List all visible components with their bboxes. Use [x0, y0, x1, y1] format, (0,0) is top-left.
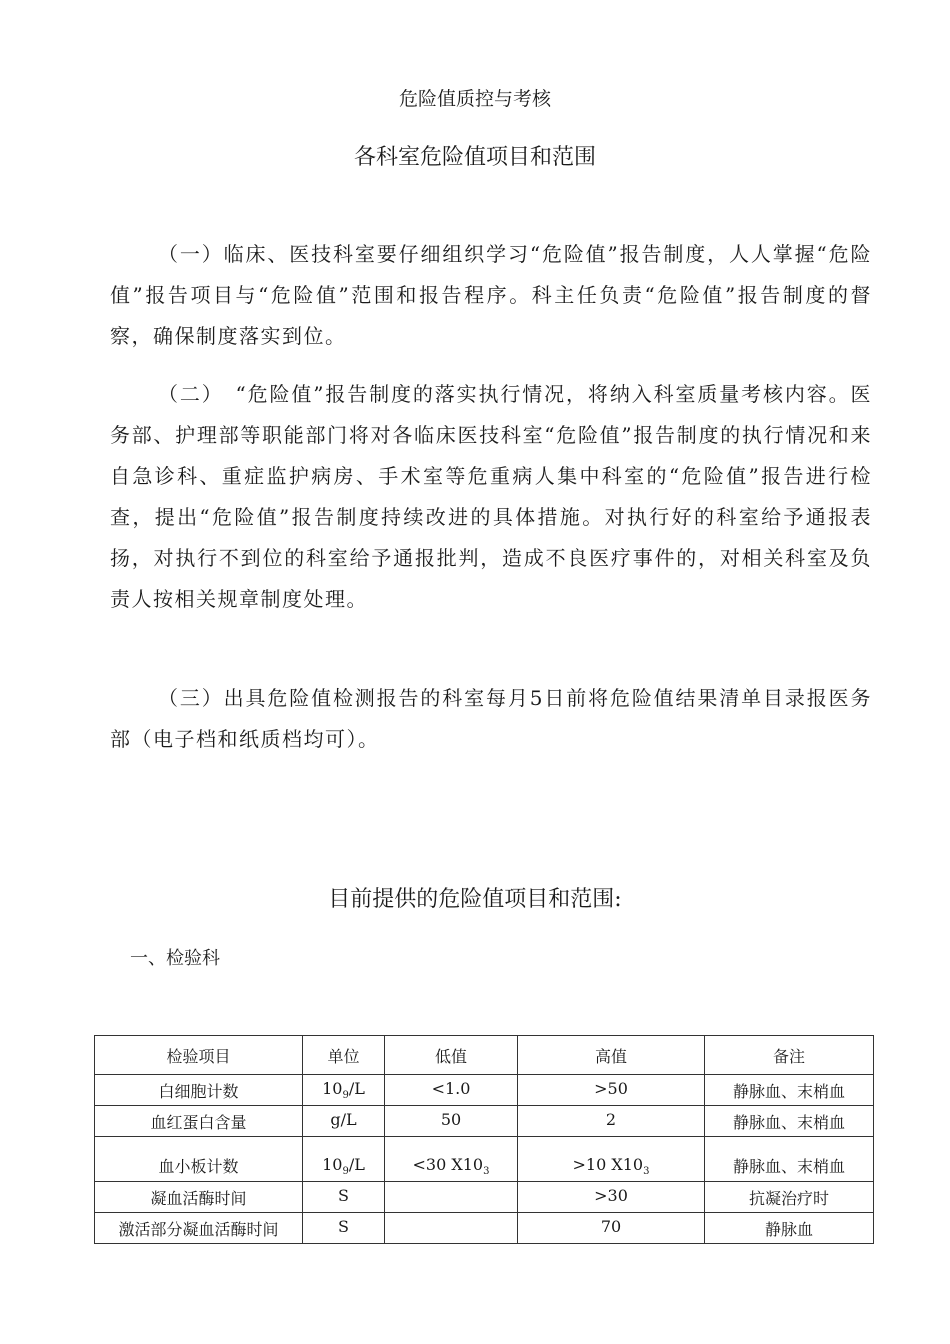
- document-title: 危险值质控与考核: [398, 88, 551, 110]
- cell-high: [518, 1182, 705, 1213]
- cell-high: [518, 1106, 705, 1137]
- cell-unit: [303, 1182, 385, 1213]
- cell-unit: [303, 1075, 385, 1106]
- critical-value-table: [94, 1035, 874, 1244]
- header-item: 检验项目: [95, 1036, 303, 1075]
- high-main: 2: [605, 1109, 617, 1129]
- high-main: >50: [594, 1078, 628, 1098]
- section-heading: 目前提供的危险值项目和范围:: [328, 887, 622, 912]
- high-main: >30: [594, 1185, 628, 1205]
- unit-main: S: [338, 1216, 349, 1236]
- cell-low: [385, 1182, 518, 1213]
- table-row: [95, 1106, 874, 1137]
- table-row: [95, 1137, 874, 1182]
- unit-tail: /L: [348, 1154, 365, 1174]
- cell-low: [385, 1137, 518, 1182]
- cell-item: 激活部分凝血活酶时间: [95, 1213, 303, 1244]
- unit-main: S: [338, 1185, 349, 1205]
- table-header-row: [95, 1036, 874, 1075]
- high-exp: 3: [643, 1166, 650, 1177]
- unit-tail: /L: [348, 1078, 365, 1098]
- unit-main: g/L: [330, 1109, 357, 1129]
- cell-unit: [303, 1106, 385, 1137]
- table-row: [95, 1075, 874, 1106]
- section-label-lab: 一、检验科: [130, 948, 220, 969]
- unit-main: 10: [322, 1078, 343, 1098]
- unit-main: 10: [322, 1154, 343, 1174]
- paragraph-1: （一）临床、医技科室要仔细组织学习“危险值”报告制度，人人掌握“危险值”报告项目与“危险值”范围和报告程序。科主任负责“危险值”报告制度的督察，确保制度落实到位。: [110, 242, 872, 348]
- header-note: 备注: [705, 1036, 874, 1075]
- cell-item: 血红蛋白含量: [95, 1106, 303, 1137]
- high-main: >10 X10: [572, 1154, 644, 1174]
- header-high: 高值: [518, 1036, 705, 1075]
- cell-high: [518, 1075, 705, 1106]
- cell-unit: [303, 1213, 385, 1244]
- high-main: 70: [600, 1216, 622, 1236]
- cell-item: 血小板计数: [95, 1137, 303, 1182]
- document-subtitle: 各科室危险值项目和范围: [353, 145, 596, 170]
- low-main: 50: [440, 1109, 462, 1129]
- cell-item: 白细胞计数: [95, 1075, 303, 1106]
- cell-low: [385, 1106, 518, 1137]
- cell-note: 静脉血、末梢血: [705, 1137, 874, 1182]
- unit-exp: 9: [342, 1090, 349, 1102]
- cell-unit: [303, 1137, 385, 1182]
- low-main: <1.0: [431, 1078, 471, 1098]
- low-exp: 3: [483, 1166, 490, 1177]
- table-row: [95, 1213, 874, 1244]
- cell-low: [385, 1075, 518, 1106]
- header-unit: 单位: [303, 1036, 385, 1075]
- paragraph-3: （三）出具危险值检测报告的科室每月5日前将危险值结果清单目录报医务部（电子档和纸质档均可）。: [110, 686, 872, 751]
- header-low: 低值: [385, 1036, 518, 1075]
- cell-note: 静脉血、末梢血: [705, 1075, 874, 1106]
- table-row: [95, 1182, 874, 1213]
- low-main: <30 X10: [412, 1154, 484, 1174]
- unit-exp: 9: [342, 1166, 349, 1177]
- cell-high: [518, 1137, 705, 1182]
- cell-high: [518, 1213, 705, 1244]
- cell-item: 凝血活酶时间: [95, 1182, 303, 1213]
- cell-note: 静脉血: [705, 1213, 874, 1244]
- cell-note: 静脉血、末梢血: [705, 1106, 874, 1137]
- cell-low: [385, 1213, 518, 1244]
- paragraph-2: （二） “危险值”报告制度的落实执行情况，将纳入科室质量考核内容。医务部、护理部等职能部门将对各临床医技科室“危险值”报告制度的执行情况和来自急诊科、重症监护病房、手术室等危重病人集中科室的“危险值”报告进行检查，提出“危险值”报告制度持续改进的具体措施。对执行好的科室给予通报表扬，对执行不到位的科室给予通报批判，造成不良医疗事件的，对相关科室及负责人按相关规章制度处理。: [110, 382, 872, 611]
- cell-note: 抗凝治疗时: [705, 1182, 874, 1213]
